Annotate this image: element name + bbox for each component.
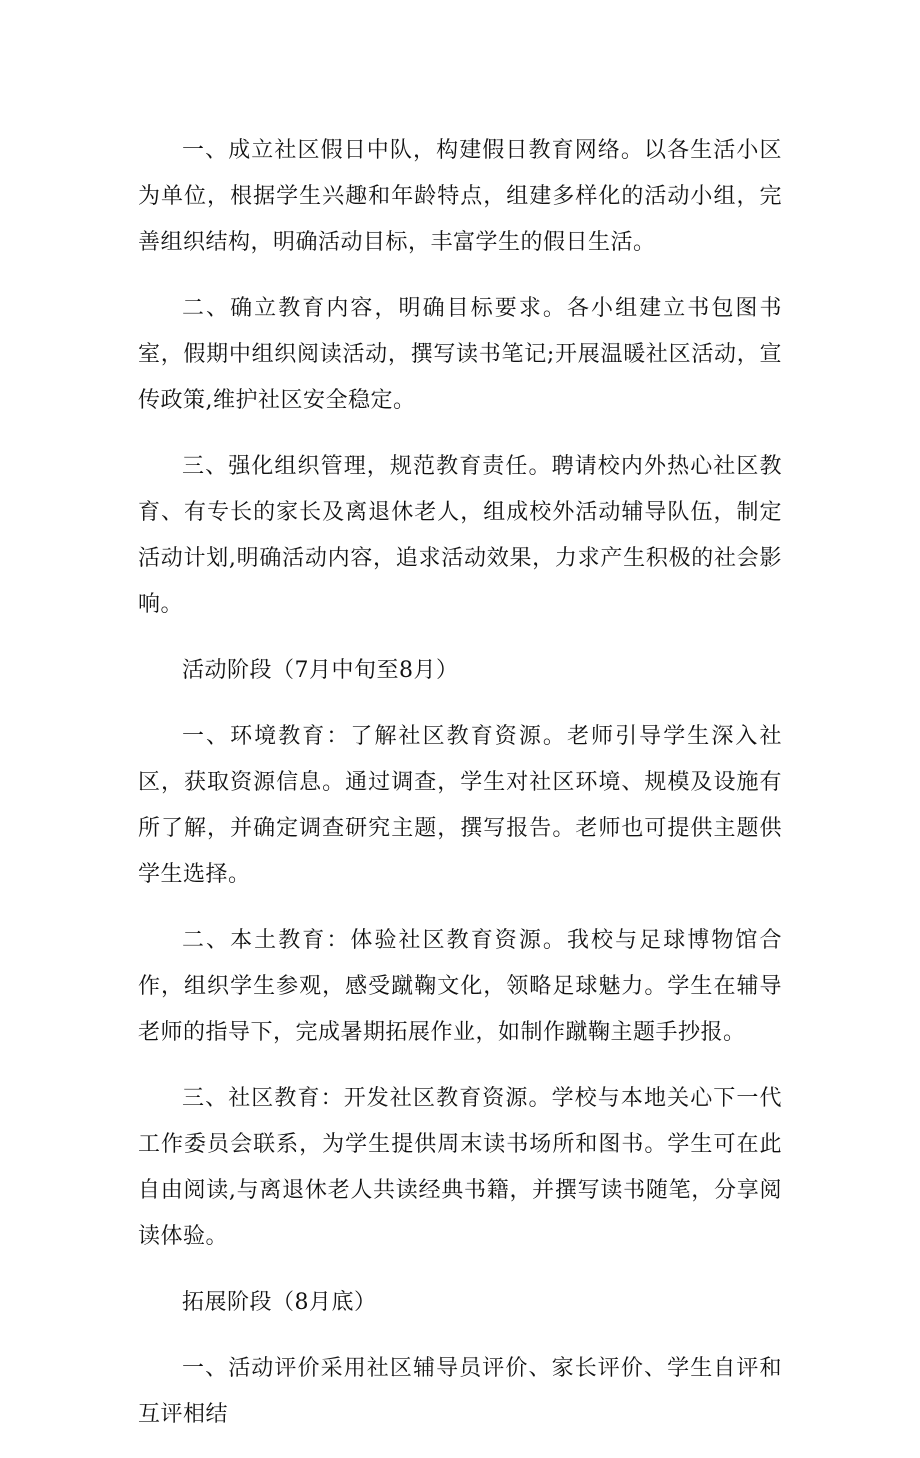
paragraph-community-education: 三、社区教育：开发社区教育资源。学校与本地关心下一代工作委员会联系，为学生提供周末读书场所和图书。学生可在此自由阅读,与离退休老人共读经典书籍，并撰写读书随笔，分享阅读体验。: [138, 1086, 782, 1249]
paragraph-activity-evaluation: 一、活动评价采用社区辅导员评价、家长评价、学生自评和互评相结: [138, 1356, 782, 1427]
document-body: [138, 128, 782, 1458]
section-heading-activity-stage: 活动阶段（7月中旬至8月）: [182, 658, 459, 683]
paragraph-education-content: 二、确立教育内容，明确目标要求。各小组建立书包图书室，假期中组织阅读活动，撰写读书笔记;开展温暖社区活动，宣传政策,维护社区安全稳定。: [138, 296, 782, 413]
paragraph-local-education: 二、本土教育：体验社区教育资源。我校与足球博物馆合作，组织学生参观，感受蹴鞠文化，领略足球魅力。学生在辅导老师的指导下，完成暑期拓展作业，如制作蹴鞠主题手抄报。: [138, 928, 782, 1045]
section-heading-extension-stage: 拓展阶段（8月底）: [182, 1290, 377, 1315]
paragraph-environment-education: 一、环境教育：了解社区教育资源。老师引导学生深入社区，获取资源信息。通过调查，学生对社区环境、规模及设施有所了解，并确定调查研究主题，撰写报告。老师也可提供主题供学生选择。: [138, 724, 782, 887]
paragraph-organize-squad: 一、成立社区假日中队，构建假日教育网络。以各生活小区为单位，根据学生兴趣和年龄特点，组建多样化的活动小组，完善组织结构，明确活动目标，丰富学生的假日生活。: [138, 138, 782, 255]
paragraph-management: 三、强化组织管理，规范教育责任。聘请校内外热心社区教育、有专长的家长及离退休老人，组成校外活动辅导队伍，制定活动计划,明确活动内容，追求活动效果，力求产生积极的社会影响。: [138, 454, 782, 617]
